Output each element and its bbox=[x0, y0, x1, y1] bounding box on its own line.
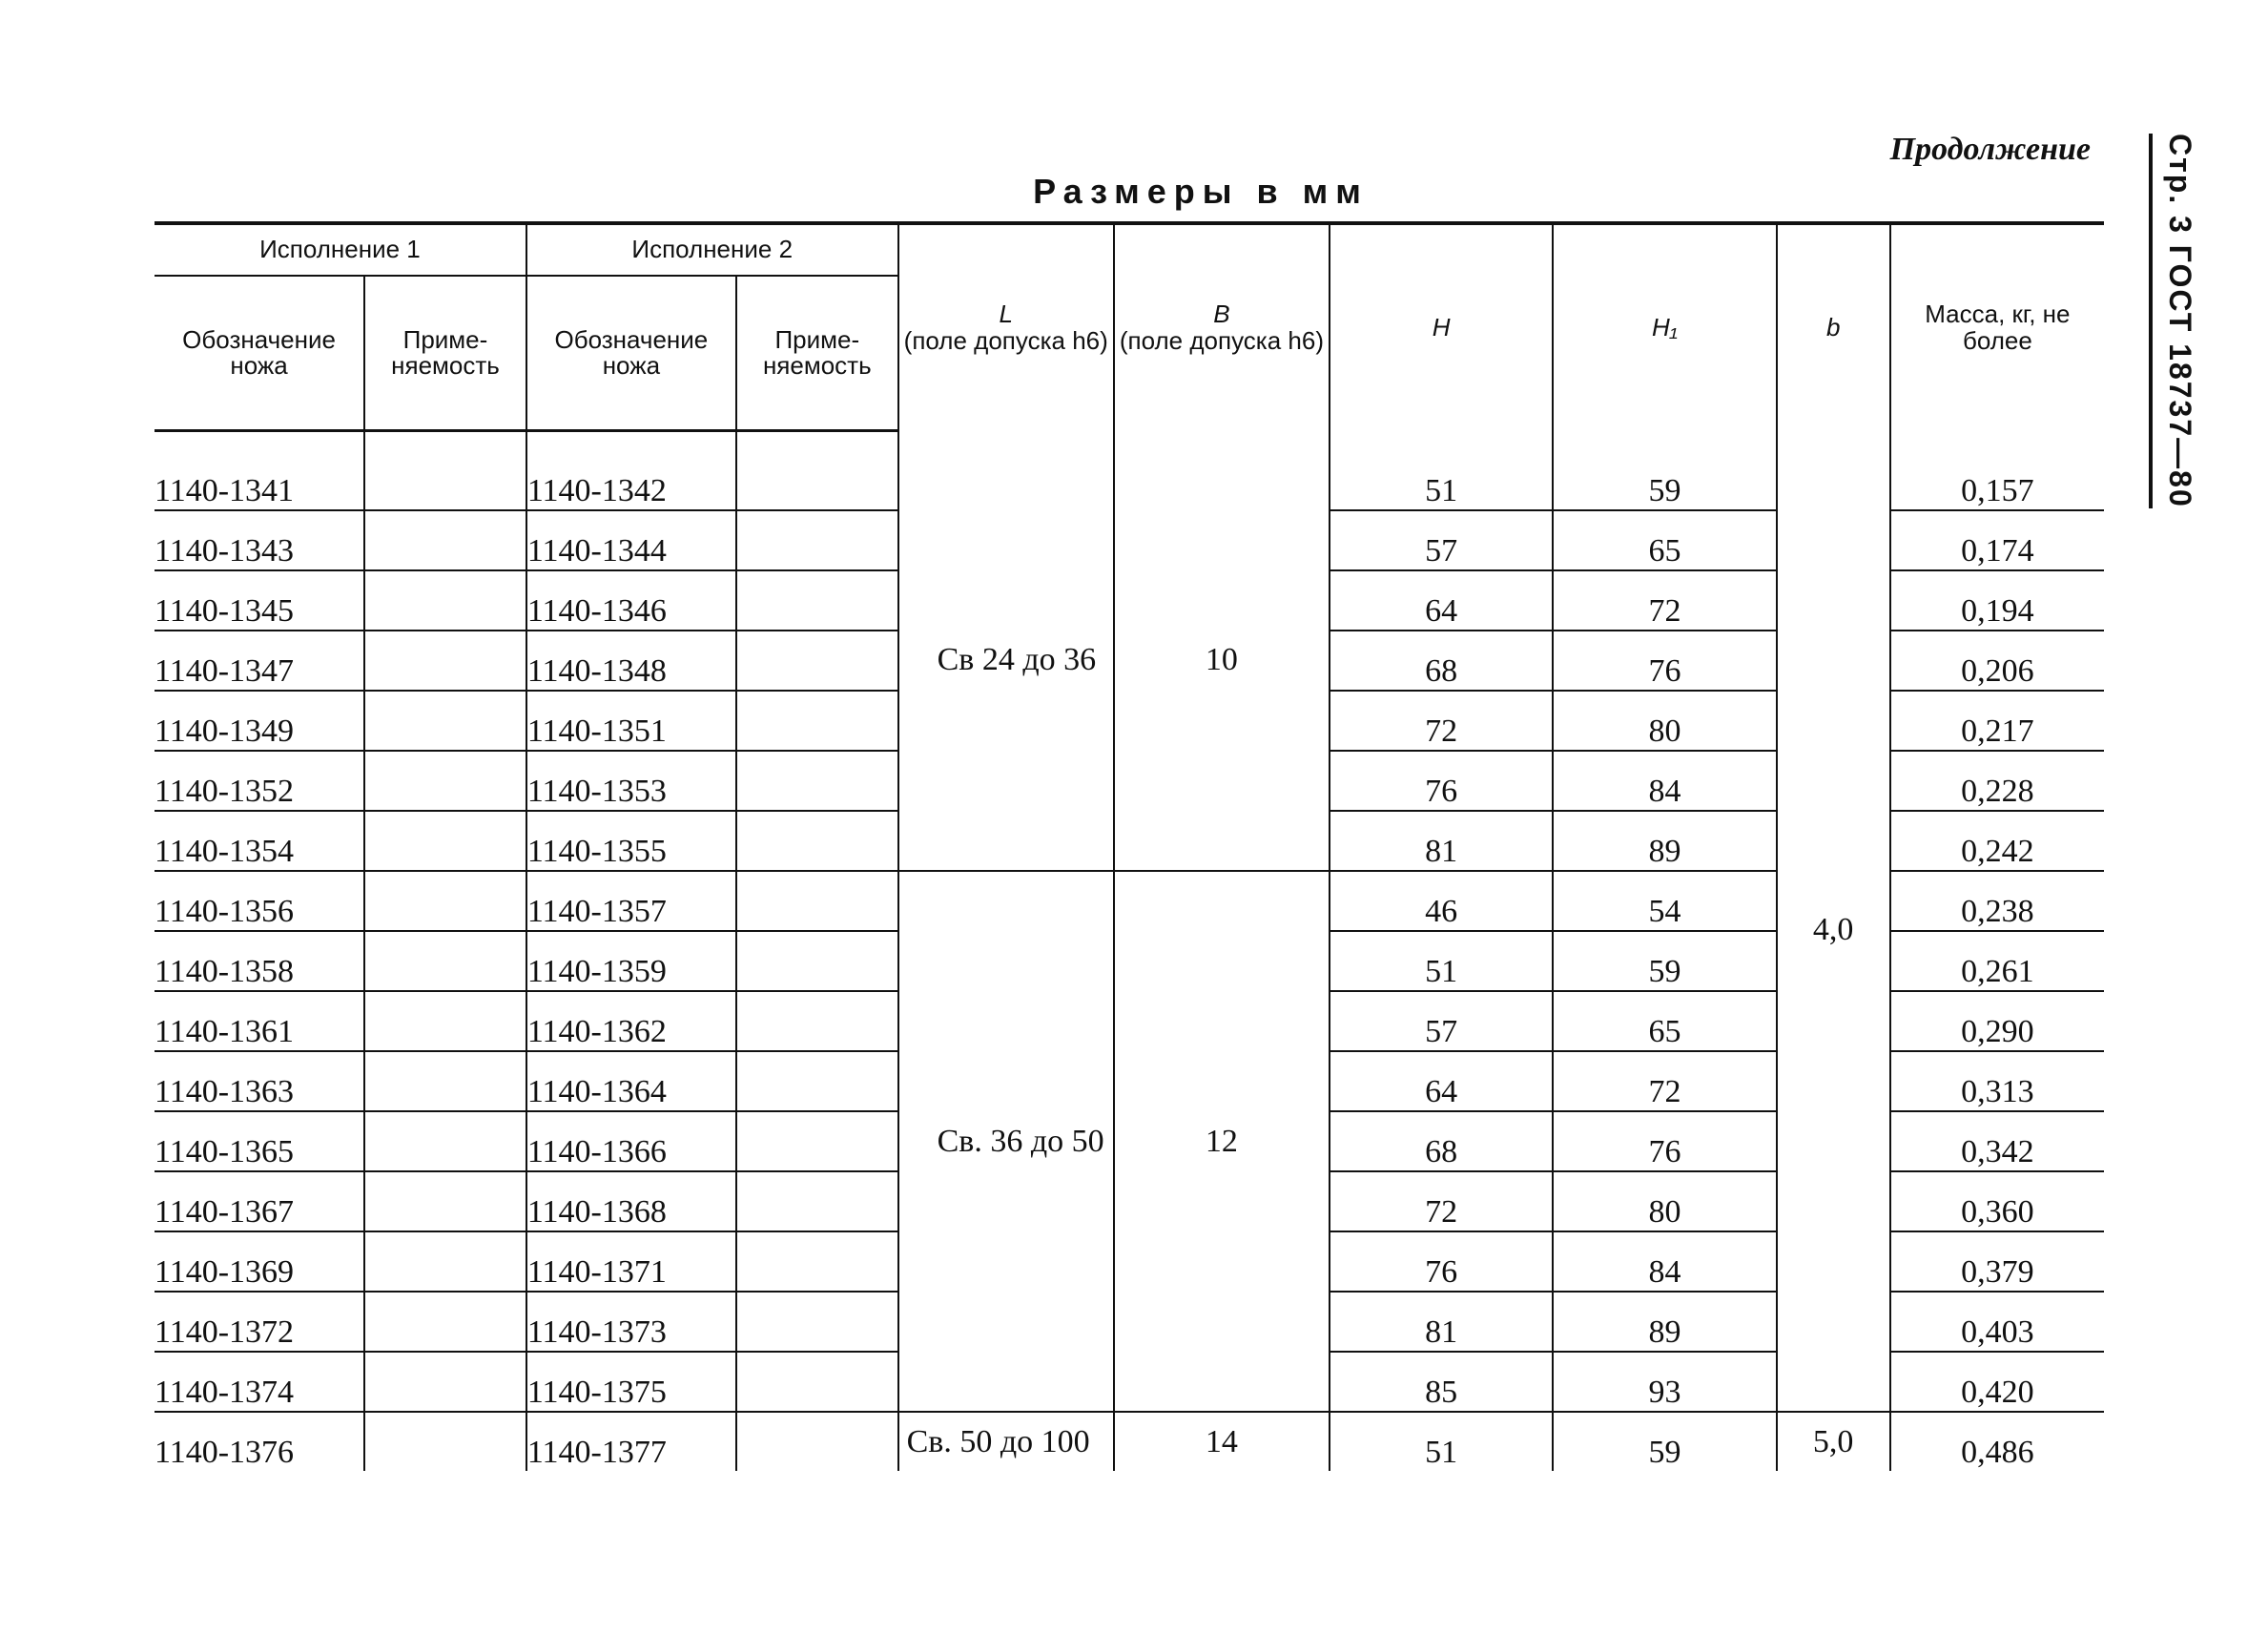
mass-value-cell: 0,228 bbox=[1890, 751, 2104, 811]
applicability-1-cell bbox=[364, 871, 526, 931]
applicability-1-cell bbox=[364, 1412, 526, 1471]
applicability-2-cell bbox=[736, 1171, 898, 1231]
knife-designation-2: 1140-1346 bbox=[526, 570, 736, 631]
dimensions-table bbox=[155, 221, 2104, 1471]
column-header-B bbox=[1114, 223, 1330, 431]
mass-value-cell: 0,313 bbox=[1890, 1051, 2104, 1111]
H-value-cell: 68 bbox=[1330, 631, 1553, 691]
applicability-2-cell bbox=[736, 991, 898, 1051]
mass-value-cell: 0,403 bbox=[1890, 1292, 2104, 1352]
knife-designation-2: 1140-1342 bbox=[526, 431, 736, 511]
H1-value-cell: 76 bbox=[1553, 631, 1776, 691]
applicability-2-cell bbox=[736, 751, 898, 811]
mass-value-cell: 0,174 bbox=[1890, 510, 2104, 570]
knife-designation-1: 1140-1358 bbox=[155, 931, 364, 991]
B-value-cell: 12 bbox=[1114, 871, 1330, 1412]
H1-value-cell: 76 bbox=[1553, 1111, 1776, 1171]
knife-designation-1: 1140-1376 bbox=[155, 1412, 364, 1471]
column-header-applicability-1: Приме- няемость bbox=[364, 276, 526, 431]
b-value-cell: 5,0 bbox=[1777, 1412, 1890, 1471]
column-header-B-note: (поле допуска h6) bbox=[1119, 325, 1324, 355]
knife-designation-2: 1140-1375 bbox=[526, 1352, 736, 1412]
mass-value-cell: 0,217 bbox=[1890, 691, 2104, 751]
applicability-1-cell bbox=[364, 510, 526, 570]
knife-designation-1: 1140-1361 bbox=[155, 991, 364, 1051]
knife-designation-1: 1140-1374 bbox=[155, 1352, 364, 1412]
H-value-cell: 76 bbox=[1330, 751, 1553, 811]
H-value-cell: 76 bbox=[1330, 1231, 1553, 1292]
knife-designation-2: 1140-1366 bbox=[526, 1111, 736, 1171]
H-value-cell: 72 bbox=[1330, 691, 1553, 751]
mass-value-cell: 0,206 bbox=[1890, 631, 2104, 691]
H1-value-cell: 72 bbox=[1553, 570, 1776, 631]
mass-value-cell: 0,242 bbox=[1890, 811, 2104, 871]
H1-value-cell: 65 bbox=[1553, 510, 1776, 570]
H1-value-cell: 93 bbox=[1553, 1352, 1776, 1412]
H1-value-cell: 59 bbox=[1553, 1412, 1776, 1471]
applicability-2-cell bbox=[736, 1352, 898, 1412]
applicability-1-cell bbox=[364, 991, 526, 1051]
applicability-2-cell bbox=[736, 1051, 898, 1111]
knife-designation-1: 1140-1372 bbox=[155, 1292, 364, 1352]
knife-designation-2: 1140-1371 bbox=[526, 1231, 736, 1292]
knife-designation-2: 1140-1373 bbox=[526, 1292, 736, 1352]
page-side-header: Стр. 3 ГОСТ 18737—80 bbox=[2149, 134, 2197, 508]
b-value-cell: 4,0 bbox=[1777, 431, 1890, 1413]
mass-value-cell: 0,238 bbox=[1890, 871, 2104, 931]
H1-value-cell: 80 bbox=[1553, 1171, 1776, 1231]
knife-designation-2: 1140-1359 bbox=[526, 931, 736, 991]
H-value-cell: 51 bbox=[1330, 931, 1553, 991]
column-header-H1: H₁ bbox=[1553, 223, 1776, 431]
mass-value-cell: 0,290 bbox=[1890, 991, 2104, 1051]
H1-value-cell: 54 bbox=[1553, 871, 1776, 931]
column-header-designation-1: Обозначение ножа bbox=[155, 276, 364, 431]
knife-designation-1: 1140-1367 bbox=[155, 1171, 364, 1231]
knife-designation-2: 1140-1355 bbox=[526, 811, 736, 871]
column-header-designation-2: Обозначение ножа bbox=[526, 276, 736, 431]
mass-value-cell: 0,420 bbox=[1890, 1352, 2104, 1412]
H1-value-cell: 89 bbox=[1553, 811, 1776, 871]
H-value-cell: 85 bbox=[1330, 1352, 1553, 1412]
H-value-cell: 57 bbox=[1330, 510, 1553, 570]
H-value-cell: 81 bbox=[1330, 811, 1553, 871]
applicability-1-cell bbox=[364, 1171, 526, 1231]
mass-value-cell: 0,342 bbox=[1890, 1111, 2104, 1171]
mass-value-cell: 0,486 bbox=[1890, 1412, 2104, 1471]
H-value-cell: 64 bbox=[1330, 1051, 1553, 1111]
knife-designation-1: 1140-1365 bbox=[155, 1111, 364, 1171]
knife-designation-2: 1140-1362 bbox=[526, 991, 736, 1051]
knife-designation-2: 1140-1377 bbox=[526, 1412, 736, 1471]
column-header-mass: Масса, кг, не более bbox=[1890, 223, 2104, 431]
group-header-1: Исполнение 1 bbox=[155, 223, 526, 276]
B-value-cell: 10 bbox=[1114, 431, 1330, 872]
column-header-applicability-2: Приме- няемость bbox=[736, 276, 898, 431]
H1-value-cell: 84 bbox=[1553, 1231, 1776, 1292]
applicability-2-cell bbox=[736, 931, 898, 991]
knife-designation-1: 1140-1369 bbox=[155, 1231, 364, 1292]
mass-value-cell: 0,379 bbox=[1890, 1231, 2104, 1292]
column-header-L bbox=[898, 223, 1114, 431]
applicability-1-cell bbox=[364, 811, 526, 871]
applicability-1-cell bbox=[364, 631, 526, 691]
H1-value-cell: 89 bbox=[1553, 1292, 1776, 1352]
column-header-L-symbol: L bbox=[999, 300, 1013, 329]
applicability-2-cell bbox=[736, 431, 898, 511]
knife-designation-2: 1140-1351 bbox=[526, 691, 736, 751]
mass-value-cell: 0,194 bbox=[1890, 570, 2104, 631]
knife-designation-1: 1140-1349 bbox=[155, 691, 364, 751]
applicability-2-cell bbox=[736, 691, 898, 751]
applicability-1-cell bbox=[364, 570, 526, 631]
applicability-1-cell bbox=[364, 751, 526, 811]
H1-value-cell: 65 bbox=[1553, 991, 1776, 1051]
applicability-2-cell bbox=[736, 570, 898, 631]
H-value-cell: 81 bbox=[1330, 1292, 1553, 1352]
table-row bbox=[155, 431, 2104, 511]
L-range-cell: Св 24 до 36 bbox=[898, 431, 1114, 872]
applicability-1-cell bbox=[364, 1352, 526, 1412]
column-header-b: b bbox=[1777, 223, 1890, 431]
applicability-2-cell bbox=[736, 510, 898, 570]
H-value-cell: 72 bbox=[1330, 1171, 1553, 1231]
knife-designation-1: 1140-1363 bbox=[155, 1051, 364, 1111]
column-header-H: H bbox=[1330, 223, 1553, 431]
H1-value-cell: 72 bbox=[1553, 1051, 1776, 1111]
applicability-1-cell bbox=[364, 1111, 526, 1171]
applicability-1-cell bbox=[364, 1292, 526, 1352]
knife-designation-1: 1140-1341 bbox=[155, 431, 364, 511]
H-value-cell: 46 bbox=[1330, 871, 1553, 931]
knife-designation-1: 1140-1345 bbox=[155, 570, 364, 631]
knife-designation-1: 1140-1354 bbox=[155, 811, 364, 871]
H1-value-cell: 59 bbox=[1553, 431, 1776, 511]
applicability-1-cell bbox=[364, 931, 526, 991]
B-value-cell: 14 bbox=[1114, 1412, 1330, 1471]
applicability-1-cell bbox=[364, 1231, 526, 1292]
knife-designation-1: 1140-1352 bbox=[155, 751, 364, 811]
knife-designation-2: 1140-1357 bbox=[526, 871, 736, 931]
units-caption: Размеры в мм bbox=[1033, 172, 1369, 211]
applicability-2-cell bbox=[736, 1111, 898, 1171]
knife-designation-2: 1140-1348 bbox=[526, 631, 736, 691]
applicability-2-cell bbox=[736, 811, 898, 871]
H-value-cell: 51 bbox=[1330, 1412, 1553, 1471]
applicability-1-cell bbox=[364, 691, 526, 751]
knife-designation-1: 1140-1347 bbox=[155, 631, 364, 691]
knife-designation-2: 1140-1344 bbox=[526, 510, 736, 570]
knife-designation-2: 1140-1368 bbox=[526, 1171, 736, 1231]
H1-value-cell: 80 bbox=[1553, 691, 1776, 751]
column-header-B-symbol: B bbox=[1213, 300, 1230, 329]
applicability-2-cell bbox=[736, 871, 898, 931]
group-header-2: Исполнение 2 bbox=[526, 223, 898, 276]
applicability-2-cell bbox=[736, 1231, 898, 1292]
table-header-row-groups bbox=[155, 223, 2104, 276]
applicability-2-cell bbox=[736, 1292, 898, 1352]
H-value-cell: 57 bbox=[1330, 991, 1553, 1051]
H-value-cell: 51 bbox=[1330, 431, 1553, 511]
L-range-cell: Св. 36 до 50 bbox=[898, 871, 1114, 1412]
mass-value-cell: 0,261 bbox=[1890, 931, 2104, 991]
H1-value-cell: 59 bbox=[1553, 931, 1776, 991]
applicability-1-cell bbox=[364, 431, 526, 511]
knife-designation-2: 1140-1364 bbox=[526, 1051, 736, 1111]
applicability-2-cell bbox=[736, 1412, 898, 1471]
continuation-label: Продолжение bbox=[1889, 132, 2091, 167]
H1-value-cell: 84 bbox=[1553, 751, 1776, 811]
knife-designation-2: 1140-1353 bbox=[526, 751, 736, 811]
knife-designation-1: 1140-1343 bbox=[155, 510, 364, 570]
mass-value-cell: 0,360 bbox=[1890, 1171, 2104, 1231]
column-header-L-note: (поле допуска h6) bbox=[903, 325, 1108, 355]
mass-value-cell: 0,157 bbox=[1890, 431, 2104, 511]
H-value-cell: 68 bbox=[1330, 1111, 1553, 1171]
applicability-2-cell bbox=[736, 631, 898, 691]
H-value-cell: 64 bbox=[1330, 570, 1553, 631]
L-range-cell: Св. 50 до 100 bbox=[898, 1412, 1114, 1471]
knife-designation-1: 1140-1356 bbox=[155, 871, 364, 931]
table-body bbox=[155, 431, 2104, 1472]
applicability-1-cell bbox=[364, 1051, 526, 1111]
table-row bbox=[155, 1412, 2104, 1471]
